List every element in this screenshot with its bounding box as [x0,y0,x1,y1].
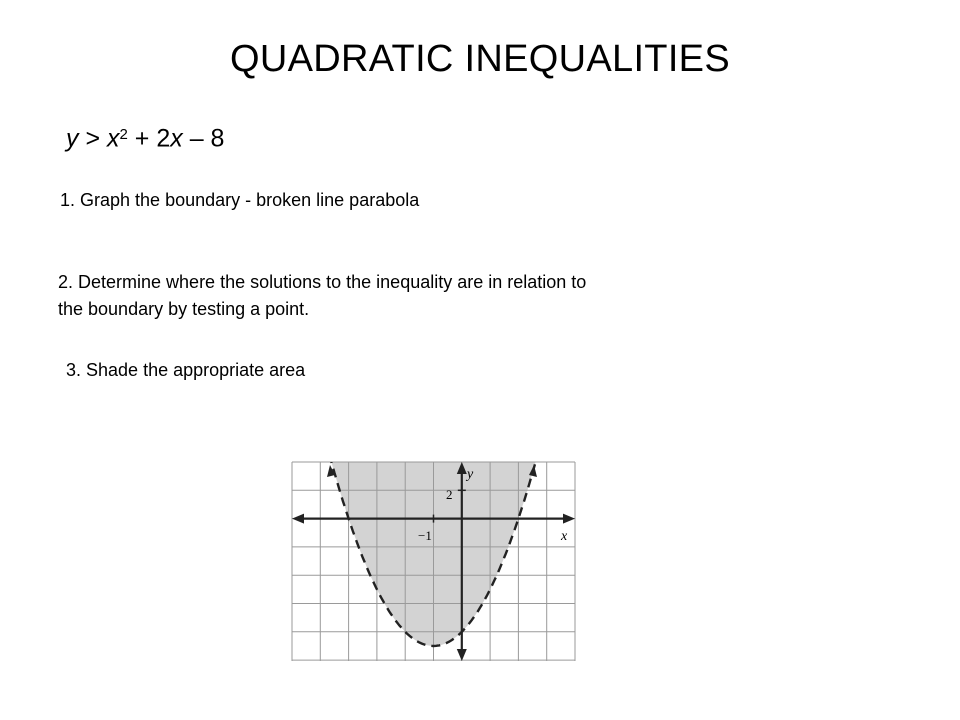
x-tick-label: −1 [418,528,432,543]
x-axis-arrow-right-icon [563,514,575,524]
eq-lhs: y [66,124,79,153]
eq-linear-coef: + 2 [127,124,171,153]
x-axis-label: x [561,529,568,544]
grid [292,462,575,661]
inequality-graph [290,460,580,665]
eq-exponent: 2 [119,126,128,143]
y-axis-label: y [467,467,474,482]
eq-constant: – 8 [182,124,225,153]
step-2-line-2: the boundary by testing a point. [58,299,310,319]
eq-linear-var: x [170,124,183,153]
y-tick-label: 2 [446,487,453,502]
step-2 [58,269,586,323]
eq-operator: > [85,124,101,153]
inequality-expression [66,124,224,153]
eq-base-var: x [107,124,120,153]
step-2-line-1: 2. Determine where the solutions to the inequality are in relation to [58,272,587,292]
y-axis-arrow-down-icon [457,649,467,661]
step-1: 1. Graph the boundary - broken line parabola [60,190,420,210]
x-axis-arrow-left-icon [292,514,304,524]
step-3: 3. Shade the appropriate area [66,360,306,380]
slide-title: QUADRATIC INEQUALITIES [230,38,730,80]
